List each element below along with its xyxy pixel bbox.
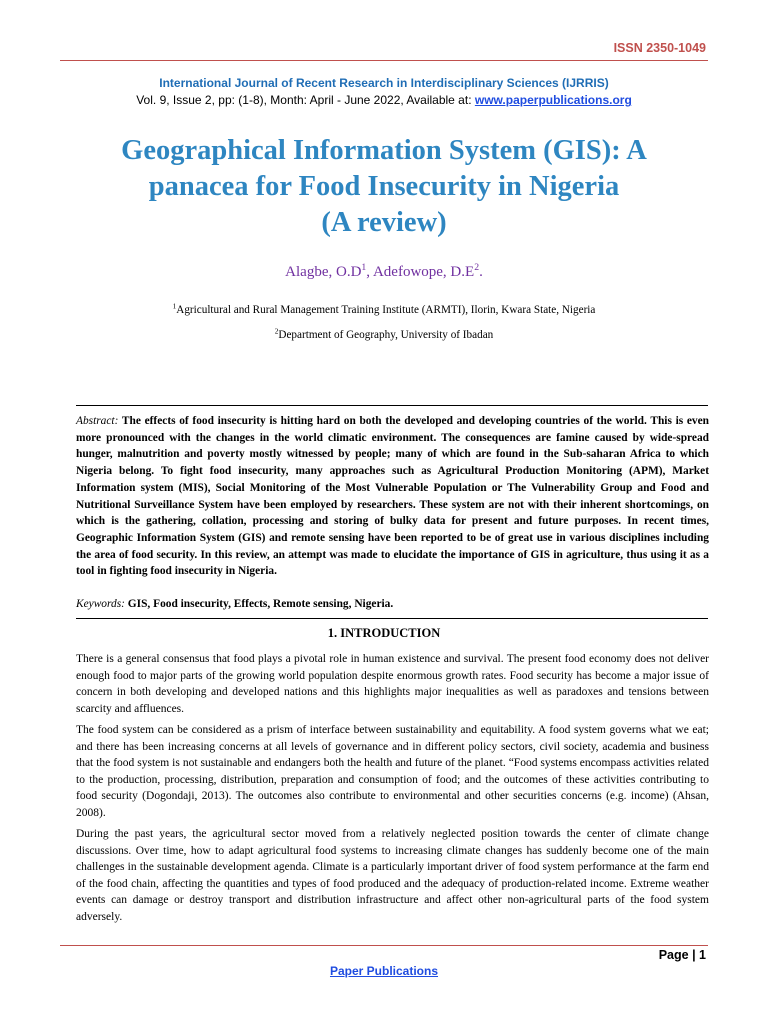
intro-paragraph-3: During the past years, the agricultural sector moved from a relatively neglected position towards the center of climate change discussions. Over time, how to adapt agricultural food systems to increasing climate changes has suddenly become one of the main challenges in the sustainable development agenda. Climate is a particularly important driver of food system performance at the farm end of the food chain, affecting the quantities and types of food produced and the adequacy of production-related income. Extreme weather events can damage or destroy transport and distribution infrastructure and affect other non-agricultural parts of the food system adversely. <box>76 828 709 923</box>
section-heading-introduction: 1. INTRODUCTION <box>327 626 441 640</box>
title-line-2: panacea for Food Insecurity in Nigeria <box>148 171 620 202</box>
publisher-link[interactable]: Paper Publications <box>329 964 439 978</box>
aff-2-sup: 2 <box>274 327 279 336</box>
title-line-3: (A review) <box>321 207 447 238</box>
abstract <box>76 413 709 580</box>
volume-text: Vol. 9, Issue 2, pp: (1-8), Month: April - June 2022, Available at: <box>136 93 475 107</box>
volume-info <box>0 93 768 107</box>
keywords-label: Keywords: <box>76 598 125 610</box>
issn-label: ISSN 2350-1049 <box>613 41 706 55</box>
keywords-bottom-rule <box>76 618 708 619</box>
abstract-text: The effects of food insecurity is hitting hard on both the developed and developing countries of the world. This is even more pronounced with the changes in the world climatic environment. The consequences are famine caused by wide-spread hunger, malnutrition and poverty mostly witnessed by people; many of which are found in the Sub-saharan Africa to which Nigeria belong. To fight food insecurity, many approaches such as Agricultural Production Monitoring (APM), Market Information system (MIS), Social Monitoring of the Most Vulnerable Population or The Vulnerability Group and Food and Nutritional Surveillance System have been employed by researchers. These system are not with their inherent shortcomings, on which is the gathering, collation, processing and storing of bulky data for present and future purposes. In recent times, Geographic Information System (GIS) and remote sensing have been reported to be of great use in various disciplines including the area of food security. In this review, an attempt was made to elucidate the importance of GIS in agriculture, thus using it as a tool in fighting food insecurity in Nigeria. <box>76 415 709 578</box>
journal-url-link[interactable]: www.paperpublications.org <box>474 93 632 107</box>
aff-1-text: Agricultural and Rural Management Training Institute (ARMTI), Ilorin, Kwara State, Nigeria <box>176 304 596 316</box>
abstract-top-rule <box>76 405 708 406</box>
author-2: , Adefowope, D.E <box>366 264 475 280</box>
intro-paragraph-2: The food system can be considered as a prism of interface between sustainability and equitability. A food system governs what we eat; and there has been increasing concerns at all levels of governance and in different policy sectors, civil society, academia and business that the food system is not sustainable and endangers both the health and future of the planet. “Food systems encompass activities related to the production, processing, distribution, preparation and consumption of food; and the outcomes of these activities contributing to food security (Dogondaji, 2013). The outcomes also contribute to environmental and other securities concerns (e.g. income) (Ahsan, 2008). <box>76 724 709 819</box>
author-2-sup: 2 <box>474 262 480 273</box>
page-number: Page | 1 <box>658 948 706 962</box>
abstract-label: Abstract: <box>76 415 119 427</box>
header-rule <box>60 60 708 61</box>
intro-paragraph-1: There is a general consensus that food plays a pivotal role in human existence and survival. The present food economy does not deliver enough food to major parts of the growing world population despite enormous growth rates. Food security has become a major issue of concern in both developing and developed nations and this highlights major inequalities as well as paradoxes and tensions between scarcity and affluences. <box>76 653 709 715</box>
paper-title <box>60 133 708 241</box>
footer-rule <box>60 945 708 946</box>
author-list <box>0 264 768 281</box>
aff-1-sup: 1 <box>172 302 177 311</box>
affiliation-1 <box>0 304 768 316</box>
author-1: Alagbe, O.D <box>285 264 362 280</box>
keywords <box>76 598 709 610</box>
keywords-text: GIS, Food insecurity, Effects, Remote sensing, Nigeria. <box>124 598 394 610</box>
author-1-sup: 1 <box>361 262 367 273</box>
author-end: . <box>479 264 483 280</box>
aff-2-text: Department of Geography, University of Ibadan <box>278 329 494 341</box>
journal-name: International Journal of Recent Research in Interdisciplinary Sciences (IJRRIS) <box>159 76 609 90</box>
title-line-1: Geographical Information System (GIS): A <box>121 135 647 166</box>
affiliation-2 <box>0 329 768 341</box>
